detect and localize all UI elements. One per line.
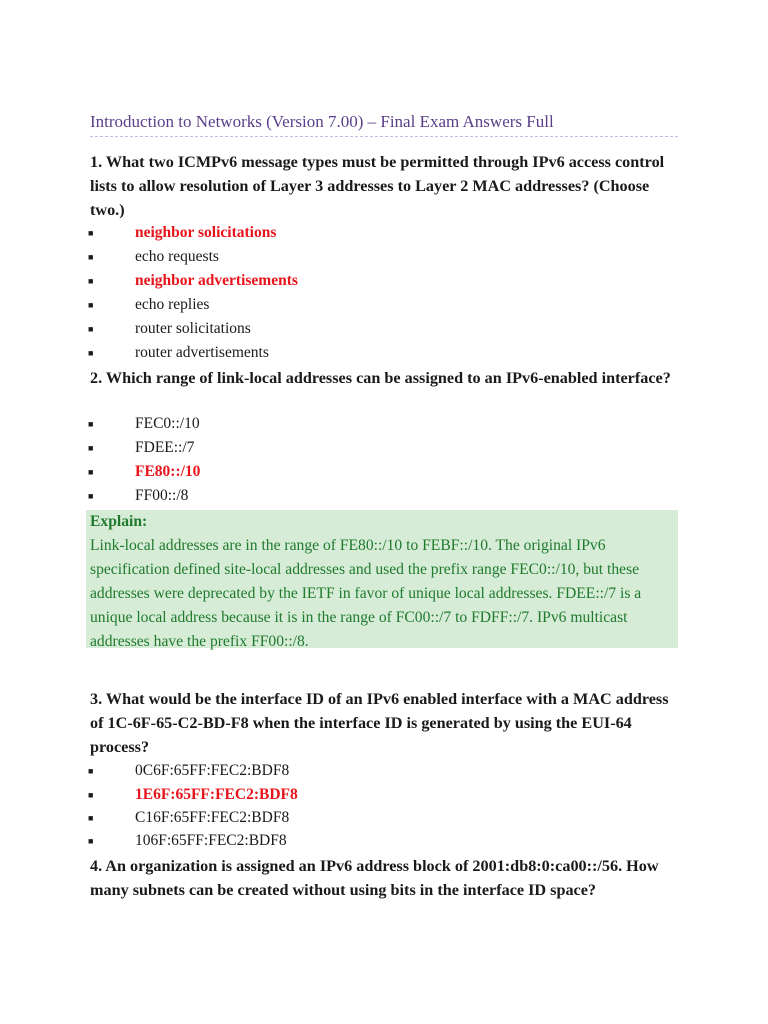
question-3: 3. What would be the interface ID of an IPv6 enabled interface with a MAC address of 1C-6F-65-C2-BD-F8 when the interface ID is generated by using the EUI-64 process? [90,690,669,756]
q1-option-2 [88,245,678,269]
q3-option-2 [88,783,678,807]
question-2: 2. Which range of link-local addresses can be assigned to an IPv6-enabled interface? [90,369,671,387]
explanation-text: Link-local addresses are in the range of FE80::/10 to FEBF::/10. The original IPv6 specification defined site-local addresses and used the prefix range FEC0::/10, but these addresses were deprecated by the IETF in favor of unique local addresses. FDEE::/7 is a unique local address because it is in the range of FC00::/7 to FDFF::/7. IPv6 multicast addresses have the prefix FF00::/8. [90,537,642,650]
bullet-icon: ■ [88,276,94,286]
option-text: 0C6F:65FF:FEC2:BDF8 [135,762,290,779]
explanation-heading: Explain: [90,513,148,530]
option-text: router solicitations [135,320,251,337]
bullet-icon: ■ [88,443,94,453]
bullet-icon: ■ [88,228,94,238]
bullet-icon: ■ [88,348,94,358]
bullet-icon: ■ [88,324,94,334]
bullet-icon: ■ [88,419,94,429]
option-text: C16F:65FF:FEC2:BDF8 [135,809,290,826]
q2-option-4 [88,484,678,508]
option-text: router advertisements [135,344,269,361]
q1-option-3 [88,269,678,293]
bullet-icon: ■ [88,300,94,310]
option-text: 106F:65FF:FEC2:BDF8 [135,832,287,849]
option-text: neighbor advertisements [135,272,298,289]
bullet-icon: ■ [88,252,94,262]
q1-option-4 [88,293,678,317]
q3-option-1 [88,759,678,783]
q3-option-3 [88,806,678,830]
question-4: 4. An organization is assigned an IPv6 address block of 2001:db8:0:ca00::/56. How many subnets can be created without using bits in the interface ID space? [90,857,659,899]
bullet-icon: ■ [88,790,94,800]
explanation-box [86,510,678,648]
q1-option-6 [88,341,678,365]
option-text: neighbor solicitations [135,224,277,241]
bullet-icon: ■ [88,491,94,501]
bullet-icon: ■ [88,836,94,846]
option-text: echo requests [135,248,219,265]
option-text: FEC0::/10 [135,415,200,432]
q1-option-1 [88,221,678,245]
bullet-icon: ■ [88,813,94,823]
question-1: 1. What two ICMPv6 message types must be permitted through IPv6 access control lists to allow resolution of Layer 3 addresses to Layer 2 MAC addresses? (Choose two.) [90,153,665,219]
q2-option-2 [88,436,678,460]
q2-option-3 [88,460,678,484]
option-text: FF00::/8 [135,487,189,504]
bullet-icon: ■ [88,766,94,776]
option-text: FDEE::/7 [135,439,195,456]
option-text: FE80::/10 [135,463,201,480]
bullet-icon: ■ [88,467,94,477]
document-title: Introduction to Networks (Version 7.00) – Final Exam Answers Full [90,112,678,137]
q2-option-1 [88,412,678,436]
q3-option-4 [88,829,678,853]
option-text: echo replies [135,296,210,313]
option-text: 1E6F:65FF:FEC2:BDF8 [135,786,298,803]
q1-option-5 [88,317,678,341]
